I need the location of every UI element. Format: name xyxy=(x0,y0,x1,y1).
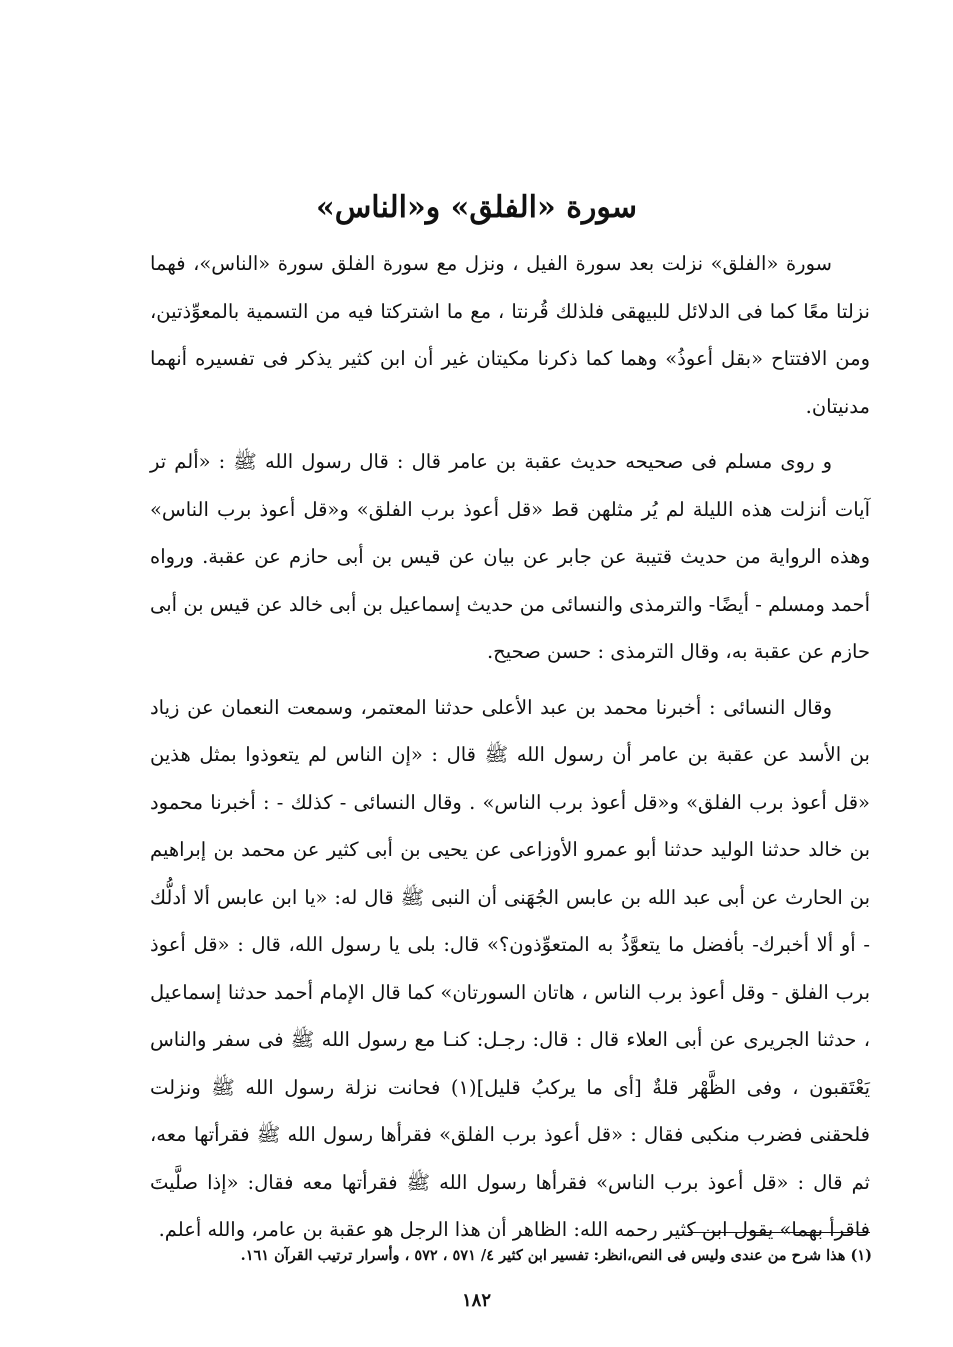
paragraph-3: وقال النسائى : أخبرنا محمد بن عبد الأعلى حدثنا المعتمر، وسمعت النعمان عن زياد بن الأسد عن عقبة بن عامر أن رسول الله ﷺ قال : «إن الناس لم يتعوذوا بمثل هذين «قل أعوذ برب الفلق» و«قل أعوذ برب الناس» . وقال النسائى - كذلك - : أخبرنا محمود بن خالد حدثنا الوليد حدثنا أبو عمرو الأوزاعى عن يحيى بن أبى كثير عن محمد بن إبراهيم بن الحارث عن أبى عبد الله بن عابس الجُهَنى أن النبى ﷺ قال له: «يا ابن عابس ألا أدلُّك - أو ألا أخبرك- بأفضل ما يتعوَّذُ به المتعوِّذون؟» قال: بلى يا رسول الله، قال : «قل أعوذ برب الفلق - وقل أعوذ برب الناس ، هاتان السورتان» كما قال الإمام أحمد حدثنا إسماعيل ، حدثنا الجريرى عن أبى العلاء قال : قال: رجـل: كنـا مع رسول الله ﷺ فى سفر والناس يَعْتَقبون ، وفى الظَّهْر قلةٌ [أى ما يركبُ قليل](١) فحانت نزلة رسول الله ﷺ ونزلت فلحقنى فضرب منكبى فقال : «قل أعوذ برب الفلق» فقرأها رسول الله ﷺ فقرأتها معه، ثم قال : «قل أعوذ برب الناس» فقرأها رسول الله ﷺ فقرأتها معه فقال: «إذا صلَّيتَ فاقرأ بهما» يقول ابن كثير رحمه الله: الظاهر أن هذا الرجل هو عقبة بن عامر، والله أعلم. xyxy=(150,695,870,1241)
paragraph-2: و روى مسلم فى صحيحه حديث عقبة بن عامر قال : قال رسول الله ﷺ : «ألم تر آيات أنزلت هذه الليلة لم يُر مثلهن قط «قل أعوذ برب الفلق» و«قل أعوذ برب الناس» وهذه الرواية من حديث قتيبة عن جابر عن بيان عن قيس بن أبى حازم عن عقبة. ورواه أحمد ومسلم - أيضًا- والترمذى والنسائى من حديث إسماعيل بن أبى خالد عن قيس بن أبى حازم عن عقبة به، وقال الترمذى : حسن صحيح. xyxy=(150,450,870,663)
body-text xyxy=(150,240,870,1262)
page-title: سورة «الفلق» و«الناس» xyxy=(315,190,638,225)
paragraph-1: سورة «الفلق» نزلت بعد سورة الفيل ، ونزل مع سورة الفلق سورة «الناس»، فهما نزلتا معًا كما فى الدلائل للبيهقى فلذلك قُرنتا ، مع ما اشتركتا فيه من التسمية بالمعوِّذتين، ومن الافتتاح «بقل أعوذُ» وهما كما ذكرنا مكيتان غير أن ابن كثير يذكر فى تفسيره أنهما مدنيتان. xyxy=(150,252,870,418)
footnote-divider xyxy=(688,1232,870,1233)
page-number: ١٨٢ xyxy=(461,1290,491,1311)
footnote: (١) هذا شرح من عندى وليس فى النص،انظر: تفسير ابن كثير ٤/ ٥٧١ ، ٥٧٢ ، وأسرار ترتيب القرآن ١٦١. xyxy=(240,1247,872,1264)
